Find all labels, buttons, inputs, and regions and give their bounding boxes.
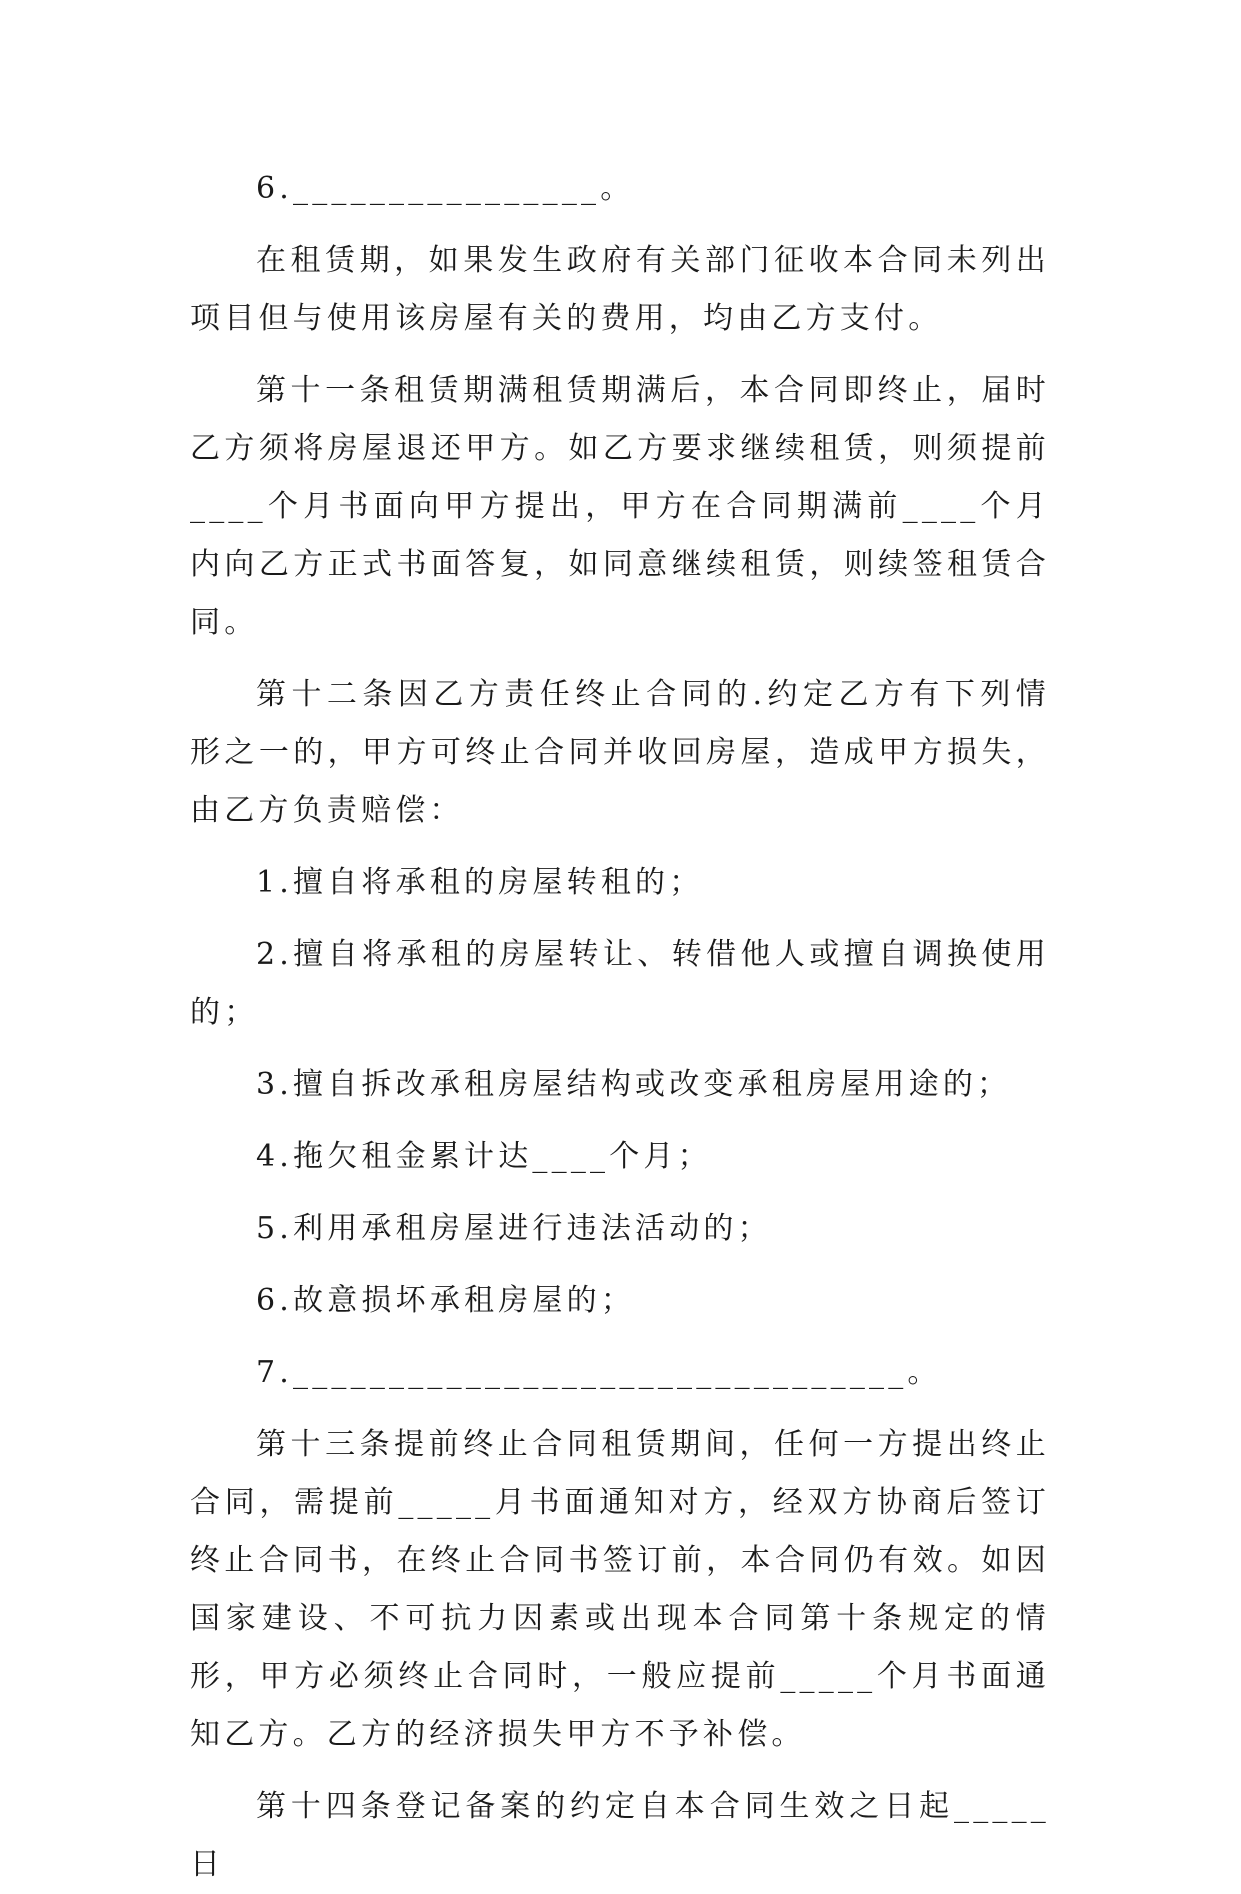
paragraph-article-11: 第十一条租赁期满租赁期满后，本合同即终止，届时乙方须将房屋退还甲方。如乙方要求继续租赁，则须提前____个月书面向甲方提出，甲方在合同期满前____个月内向乙方正式书面答复，如同意继续租赁，则续签租赁合同。 bbox=[190, 373, 1050, 640]
list-item-4: 4.拖欠租金累计达____个月； bbox=[256, 1139, 712, 1174]
paragraph-lease-period-fees: 在租赁期，如果发生政府有关部门征收本合同未列出项目但与使用该房屋有关的费用，均由乙方支付。 bbox=[190, 243, 1050, 336]
list-item-3: 3.擅自拆改承租房屋结构或改变承租房屋用途的； bbox=[256, 1067, 1012, 1102]
paragraph-article-14: 第十四条登记备案的约定自本合同生效之日起_____日 bbox=[190, 1789, 1050, 1882]
list-item-1: 1.擅自将承租的房屋转租的； bbox=[256, 865, 704, 900]
list-item-7: 7.________________________________。 bbox=[256, 1355, 942, 1390]
list-item-5: 5.利用承租房屋进行违法活动的； bbox=[256, 1211, 772, 1246]
paragraph-item-6-blank: 6.________________。 bbox=[256, 171, 635, 206]
list-item-6: 6.故意损坏承租房屋的； bbox=[256, 1283, 636, 1318]
list-item-2: 2.擅自将承租的房屋转让、转借他人或擅自调换使用的； bbox=[190, 937, 1050, 1030]
paragraph-article-13: 第十三条提前终止合同租赁期间，任何一方提出终止合同，需提前_____月书面通知对方，经双方协商后签订终止合同书，在终止合同书签订前，本合同仍有效。如因国家建设、不可抗力因素或出现本合同第十条规定的情形，甲方必须终止合同时，一般应提前_____个月书面通知乙方。乙方的经济损失甲方不予补偿。 bbox=[190, 1427, 1050, 1752]
document-body bbox=[190, 160, 1050, 1894]
paragraph-article-12: 第十二条因乙方责任终止合同的.约定乙方有下列情形之一的，甲方可终止合同并收回房屋，造成甲方损失，由乙方负责赔偿： bbox=[190, 677, 1050, 828]
